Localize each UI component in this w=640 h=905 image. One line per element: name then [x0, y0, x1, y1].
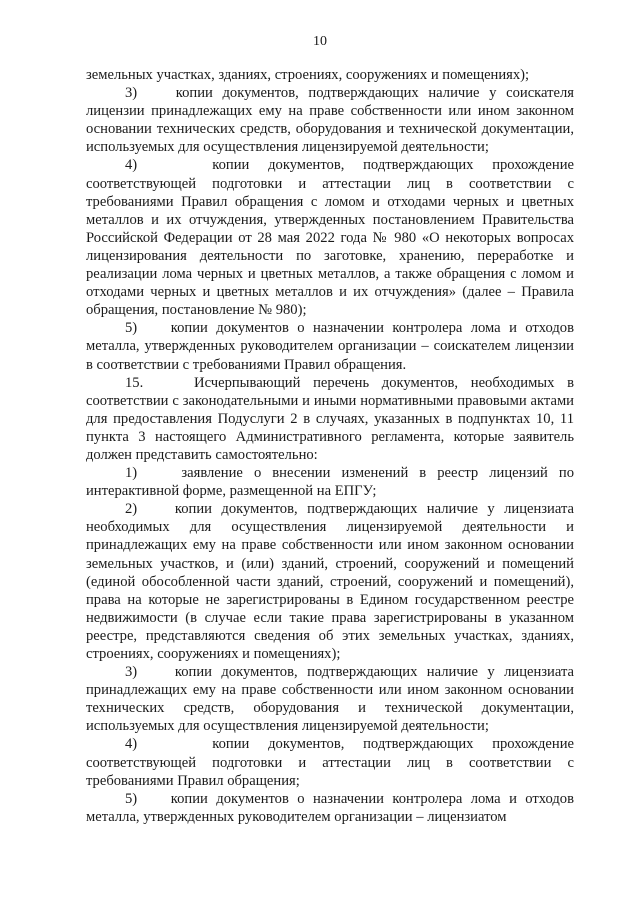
paragraph-item-5b: 5) копии документов о назначении контролера лома и отходов металла, утвержденных руководителем организации – лицензиатом: [86, 790, 574, 825]
paragraph-item-3b: 3) копии документов, подтверждающих наличие у лицензиата принадлежащих ему на праве собственности или ином законном основании технических средств, оборудования и технической документации, используемых для осуществления лицензируемой деятельности;: [86, 664, 574, 735]
paragraph-item-1: 1) заявление о внесении изменений в реестр лицензий по интерактивной форме, размещенной на ЕПГУ;: [86, 465, 574, 500]
paragraph-item-4: 4) копии документов, подтверждающих прохождение соответствующей подготовки и аттестации лиц в соответствии с требованиями Правил обращения с ломом и отходами черных и цветных металлов и их отчуждения, утвержденных постановлением Правительства Российской Федерации от 28 мая 2022 года № 980 «О некоторых вопросах лицензирования деятельности по заготовке, хранению, переработке и реализации лома черных и цветных металлов, а также обращения с ломом и отходами черных и цветных металлов и их отчуждения» (далее – Правила обращения, постановление № 980);: [86, 157, 574, 319]
paragraph-item-2: 2) копии документов, подтверждающих наличие у лицензиата необходимых для осуществления лицензируемой деятельности и принадлежащих ему на праве собственности или ином законном основании земельных участков, и (или) зданий, строений, сооружений и помещений (единой обособленной части зданий, строений, сооружений и помещений), права на которые не зарегистрированы в Едином государственном реестре недвижимости (в случае если такие права зарегистрированы в указанном реестре, представляются сведения об этих земельных участках, зданиях, строениях, сооружениях и помещениях);: [86, 501, 574, 662]
paragraph-item-3: 3) копии документов, подтверждающих наличие у соискателя лицензии принадлежащих ему на праве собственности или ином законном основании технических средств, оборудования и технической документации, используемых для осуществления лицензируемой деятельности;: [86, 85, 574, 156]
paragraph-item-5: 5) копии документов о назначении контролера лома и отходов металла, утвержденных руководителем организации – соискателем лицензии в соответствии с требованиями Правил обращения.: [86, 320, 574, 373]
paragraph-item-4b: 4) копии документов, подтверждающих прохождение соответствующей подготовки и аттестации лиц в соответствии с требованиями Правил обращения;: [86, 736, 574, 789]
document-body: [86, 66, 574, 826]
paragraph-continuation: земельных участках, зданиях, строениях, сооружениях и помещениях);: [86, 67, 530, 83]
page-number: 10: [313, 34, 327, 49]
paragraph-section-15: 15. Исчерпывающий перечень документов, необходимых в соответствии с законодательными и иными нормативными правовыми актами для предоставления Подуслуги 2 в случаях, указанных в подпунктах 10, 11 пункта 3 настоящего Административного регламента, которые заявитель должен представить самостоятельно:: [86, 374, 574, 463]
